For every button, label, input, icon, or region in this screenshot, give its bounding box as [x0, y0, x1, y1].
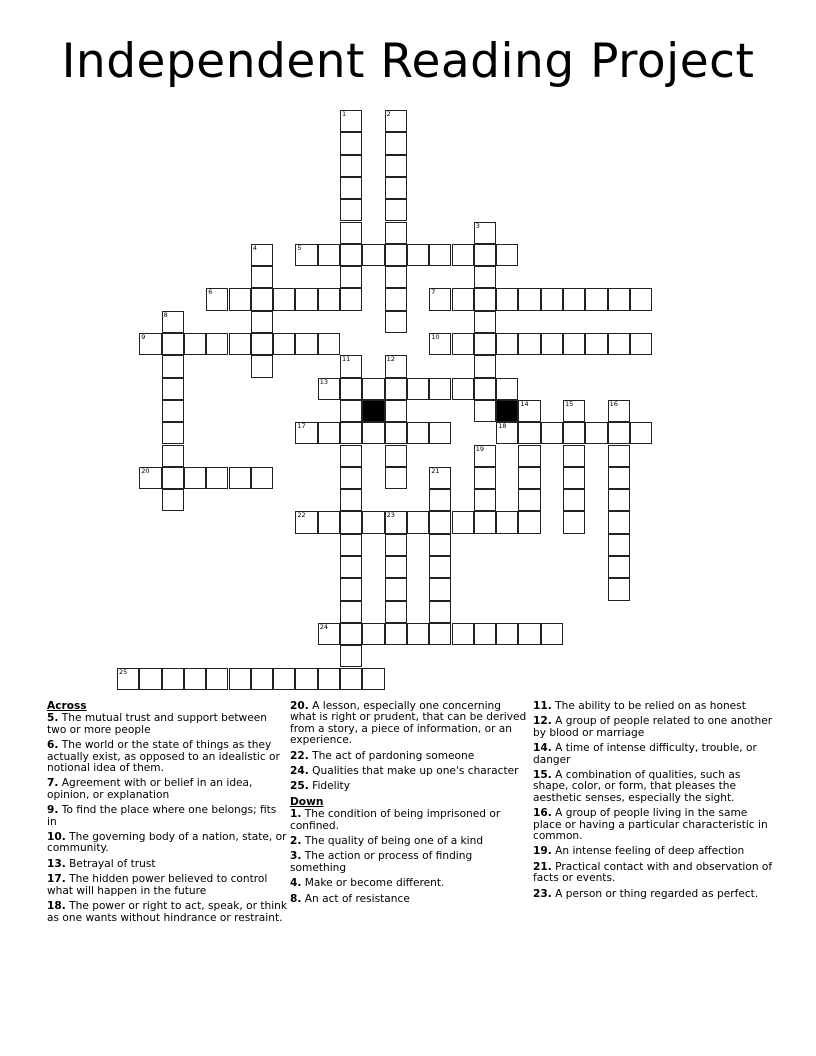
grid-cell[interactable] [608, 556, 630, 578]
grid-cell[interactable] [340, 422, 362, 444]
clue-text: A person or thing regarded as perfect. [555, 887, 759, 900]
grid-cell[interactable] [429, 489, 451, 511]
grid-cell[interactable] [362, 623, 384, 645]
grid-cell[interactable] [117, 668, 139, 690]
clue-down: 3. The action or process of finding something [290, 850, 473, 874]
grid-cell[interactable] [362, 422, 384, 444]
grid-cell[interactable] [318, 623, 340, 645]
grid-cell[interactable] [630, 288, 652, 310]
grid-cell[interactable] [385, 222, 407, 244]
page-title: Independent Reading Project [61, 34, 755, 89]
grid-cell[interactable] [474, 222, 496, 244]
cell-number: 17 [297, 422, 306, 431]
clue-across: 6. The world or the state of things as they actually exist, as opposed to an idealistic or notional idea of them. [47, 739, 280, 775]
grid-cell[interactable] [340, 400, 362, 422]
grid-cell[interactable] [162, 445, 184, 467]
grid-cell[interactable] [139, 333, 161, 355]
grid-cell[interactable] [608, 445, 630, 467]
grid-cell[interactable] [496, 333, 518, 355]
clue-number: 13 [47, 857, 62, 870]
grid-cell[interactable] [340, 445, 362, 467]
grid-cell[interactable] [518, 623, 540, 645]
cell-number: 21 [431, 466, 440, 475]
grid-cell[interactable] [318, 422, 340, 444]
clue-number: 10 [47, 831, 62, 844]
clue-text: The hidden power believed to control what will happen in the future [47, 873, 268, 897]
grid-cell[interactable] [585, 288, 607, 310]
grid-cell[interactable] [630, 422, 652, 444]
grid-cell[interactable] [429, 378, 451, 400]
clue-text: An intense feeling of deep affection [555, 845, 745, 858]
grid-cell[interactable] [385, 511, 407, 533]
clue-down: 11. The ability to be relied on as honest [533, 700, 746, 712]
clue-text: Qualities that make up one's character [312, 765, 519, 778]
clue-across: 7. Agreement with or belief in an idea, opinion, or explanation [47, 777, 253, 801]
grid-cell[interactable] [385, 378, 407, 400]
clue-across: 9. To find the place where one belongs; fits in [47, 804, 277, 828]
grid-cell[interactable] [407, 511, 429, 533]
grid-cell[interactable] [474, 266, 496, 288]
grid-cell[interactable] [385, 601, 407, 623]
grid-cell[interactable] [452, 333, 474, 355]
cell-number: 18 [498, 422, 507, 431]
grid-cell[interactable] [251, 288, 273, 310]
clue-number: 25 [290, 780, 305, 793]
grid-cell[interactable] [273, 668, 295, 690]
grid-cell[interactable] [295, 288, 317, 310]
clue-number: 14 [533, 742, 548, 755]
black-cell [496, 400, 518, 422]
clue-down: 21. Practical contact with and observation of facts or events. [533, 860, 773, 885]
clue-number: 21 [533, 860, 548, 873]
grid-cell[interactable] [295, 511, 317, 533]
clue-down: 4. Make or become different. [290, 877, 445, 890]
clue-text: The condition of being imprisoned or confined. [290, 808, 501, 832]
clues-column-3 [533, 701, 773, 904]
clue-text: The action or process of finding something [290, 850, 473, 874]
grid-cell[interactable] [474, 400, 496, 422]
clue-across: 5. The mutual trust and support between two or more people [47, 712, 267, 736]
clue-across: 22. The act of pardoning someone [290, 749, 475, 762]
cell-number: 16 [609, 399, 618, 408]
clue-number: 22 [290, 749, 305, 762]
grid-cell[interactable] [206, 333, 228, 355]
clue-number: 23 [533, 887, 548, 900]
grid-cell[interactable] [541, 422, 563, 444]
grid-cell[interactable] [362, 668, 384, 690]
clue-text: A group of people related to one another by blood or marriage [533, 715, 773, 739]
clue-down: 19. An intense feeling of deep affection [533, 845, 745, 858]
grid-cell[interactable] [162, 378, 184, 400]
grid-cell[interactable] [429, 511, 451, 533]
clue-across: 18. The power or right to act, speak, or think as one wants without hindrance or restraint. [47, 900, 287, 924]
grid-cell[interactable] [474, 489, 496, 511]
grid-cell[interactable] [340, 378, 362, 400]
grid-cell[interactable] [251, 311, 273, 333]
grid-cell[interactable] [563, 445, 585, 467]
grid-cell[interactable] [518, 445, 540, 467]
clue-number: 15 [533, 769, 548, 782]
cell-number: 24 [319, 622, 328, 631]
clue-text: The world or the state of things as they actually exist, as opposed to an idealistic or notional idea of them. [47, 739, 280, 775]
clue-text: To find the place where one belongs; fits in [47, 804, 277, 828]
clue-text: A time of intense difficulty, trouble, or danger [533, 742, 757, 766]
clue-down: 15. A combination of qualities, such as shape, color, or form, that pleases the aesthetic senses, especially the sight. [533, 769, 741, 804]
grid-cell[interactable] [496, 511, 518, 533]
grid-cell[interactable] [206, 467, 228, 489]
grid-cell[interactable] [429, 244, 451, 266]
cell-number: 12 [386, 355, 395, 364]
grid-cell[interactable] [385, 199, 407, 221]
grid-cell[interactable] [429, 333, 451, 355]
clue-text: The governing body of a nation, state, or community. [47, 831, 287, 855]
cell-number: 7 [431, 288, 436, 297]
grid-cell[interactable] [563, 400, 585, 422]
grid-cell[interactable] [608, 578, 630, 600]
clues-column-2 [290, 701, 530, 909]
cell-number: 8 [163, 310, 168, 319]
cell-number: 1 [342, 110, 347, 118]
grid-cell[interactable] [563, 333, 585, 355]
clue-across: 17. The hidden power believed to control what will happen in the future [47, 873, 268, 897]
grid-cell[interactable] [385, 266, 407, 288]
grid-cell[interactable] [518, 288, 540, 310]
clue-text: A group of people living in the same place or having a particular characteristic in common. [533, 807, 768, 843]
grid-cell[interactable] [340, 467, 362, 489]
grid-cell[interactable] [429, 534, 451, 556]
grid-cell[interactable] [273, 333, 295, 355]
grid-cell[interactable] [362, 511, 384, 533]
grid-cell[interactable] [518, 489, 540, 511]
grid-cell[interactable] [206, 288, 228, 310]
clue-text: A combination of qualities, such as shape, color, or form, that pleases the aesthetic senses, especially the sight. [533, 769, 741, 804]
grid-cell[interactable] [318, 511, 340, 533]
clue-number: 7 [47, 777, 55, 790]
grid-cell[interactable] [229, 467, 251, 489]
grid-cell[interactable] [295, 244, 317, 266]
clue-text: The quality of being one of a kind [304, 835, 484, 848]
grid-cell[interactable] [340, 623, 362, 645]
clue-text: Make or become different. [304, 877, 445, 890]
grid-cell[interactable] [340, 199, 362, 221]
clue-text: An act of resistance [304, 892, 410, 905]
grid-cell[interactable] [162, 333, 184, 355]
grid-cell[interactable] [295, 422, 317, 444]
clue-number: 4 [290, 877, 298, 890]
grid-cell[interactable] [251, 668, 273, 690]
grid-cell[interactable] [340, 155, 362, 177]
grid-cell[interactable] [630, 333, 652, 355]
cell-number: 5 [297, 243, 302, 252]
clue-text: The mutual trust and support between two or more people [47, 712, 267, 736]
grid-cell[interactable] [184, 668, 206, 690]
grid-cell[interactable] [340, 288, 362, 310]
cell-number: 9 [141, 333, 146, 341]
clue-number: 6 [47, 739, 55, 752]
grid-cell[interactable] [474, 378, 496, 400]
grid-cell[interactable] [385, 355, 407, 377]
grid-cell[interactable] [608, 534, 630, 556]
clue-number: 11 [533, 700, 548, 712]
cell-number: 3 [475, 221, 480, 230]
clue-text: The act of pardoning someone [312, 749, 475, 762]
grid-cell[interactable] [229, 333, 251, 355]
grid-cell[interactable] [318, 668, 340, 690]
clue-across: 25. Fidelity [290, 780, 350, 793]
grid-cell[interactable] [385, 288, 407, 310]
grid-cell[interactable] [251, 333, 273, 355]
grid-cell[interactable] [474, 311, 496, 333]
grid-cell[interactable] [385, 534, 407, 556]
grid-cell[interactable] [340, 132, 362, 154]
cell-number: 10 [431, 333, 440, 341]
grid-cell[interactable] [518, 400, 540, 422]
grid-cell[interactable] [518, 333, 540, 355]
clue-down: 1. The condition of being imprisoned or confined. [290, 808, 501, 832]
grid-cell[interactable] [318, 244, 340, 266]
grid-cell[interactable] [474, 355, 496, 377]
clue-across: 13. Betrayal of trust [47, 857, 156, 870]
cell-number: 4 [252, 243, 257, 252]
grid-cell[interactable] [452, 623, 474, 645]
grid-cell[interactable] [340, 556, 362, 578]
grid-cell[interactable] [340, 489, 362, 511]
grid-cell[interactable] [496, 378, 518, 400]
grid-cell[interactable] [340, 222, 362, 244]
grid-cell[interactable] [385, 177, 407, 199]
grid-cell[interactable] [295, 668, 317, 690]
grid-cell[interactable] [429, 422, 451, 444]
grid-cell[interactable] [518, 422, 540, 444]
grid-cell[interactable] [385, 244, 407, 266]
grid-cell[interactable] [385, 110, 407, 132]
clue-down: 16. A group of people living in the same place or having a particular characteristic in common. [533, 807, 768, 843]
grid-cell[interactable] [452, 511, 474, 533]
grid-cell[interactable] [385, 467, 407, 489]
grid-cell[interactable] [139, 668, 161, 690]
clue-number: 16 [533, 807, 548, 820]
grid-cell[interactable] [608, 333, 630, 355]
grid-cell[interactable] [407, 378, 429, 400]
grid-cell[interactable] [452, 378, 474, 400]
grid-cell[interactable] [340, 177, 362, 199]
grid-cell[interactable] [162, 467, 184, 489]
grid-cell[interactable] [496, 422, 518, 444]
clue-across: 20. A lesson, especially one concerning what is right or prudent, that can be derived from a story, a piece of information, or an experience. [290, 700, 527, 747]
grid-cell[interactable] [385, 623, 407, 645]
grid-cell[interactable] [229, 668, 251, 690]
grid-cell[interactable] [362, 378, 384, 400]
grid-cell[interactable] [229, 288, 251, 310]
grid-cell[interactable] [407, 623, 429, 645]
grid-cell[interactable] [162, 355, 184, 377]
grid-cell[interactable] [496, 623, 518, 645]
cell-number: 14 [520, 399, 529, 408]
grid-cell[interactable] [518, 511, 540, 533]
clue-number: 5 [47, 712, 55, 725]
grid-cell[interactable] [385, 400, 407, 422]
grid-cell[interactable] [385, 445, 407, 467]
grid-cell[interactable] [318, 333, 340, 355]
grid-cell[interactable] [474, 467, 496, 489]
grid-cell[interactable] [340, 244, 362, 266]
clue-text: The ability to be relied on as honest [555, 700, 746, 712]
grid-cell[interactable] [340, 511, 362, 533]
grid-cell[interactable] [585, 333, 607, 355]
cell-number: 20 [141, 466, 150, 475]
grid-cell[interactable] [340, 668, 362, 690]
grid-cell[interactable] [162, 311, 184, 333]
clue-down: 14. A time of intense difficulty, trouble, or danger [533, 742, 757, 766]
grid-cell[interactable] [429, 578, 451, 600]
cell-number: 2 [386, 110, 391, 118]
grid-cell[interactable] [429, 288, 451, 310]
grid-cell[interactable] [541, 623, 563, 645]
grid-cell[interactable] [318, 378, 340, 400]
clue-number: 24 [290, 765, 305, 778]
cell-number: 11 [342, 355, 351, 364]
grid-cell[interactable] [340, 645, 362, 667]
grid-cell[interactable] [162, 668, 184, 690]
grid-cell[interactable] [429, 556, 451, 578]
grid-cell[interactable] [608, 511, 630, 533]
grid-cell[interactable] [162, 422, 184, 444]
grid-cell[interactable] [608, 489, 630, 511]
clue-number: 1 [290, 808, 298, 821]
grid-cell[interactable] [474, 333, 496, 355]
grid-cell[interactable] [541, 288, 563, 310]
clue-across: 24. Qualities that make up one's character [290, 765, 519, 778]
grid-cell[interactable] [385, 578, 407, 600]
cell-number: 23 [386, 511, 395, 520]
grid-cell[interactable] [563, 288, 585, 310]
grid-cell[interactable] [541, 333, 563, 355]
black-cell [362, 400, 384, 422]
grid-cell[interactable] [385, 422, 407, 444]
grid-cell[interactable] [162, 400, 184, 422]
clue-down: 12. A group of people related to one another by blood or marriage [533, 715, 773, 739]
grid-cell[interactable] [162, 489, 184, 511]
grid-cell[interactable] [407, 244, 429, 266]
cell-number: 19 [475, 444, 485, 453]
grid-cell[interactable] [608, 467, 630, 489]
grid-cell[interactable] [385, 311, 407, 333]
clue-down: 23. A person or thing regarded as perfect. [533, 887, 759, 900]
grid-cell[interactable] [474, 511, 496, 533]
grid-cell[interactable] [340, 110, 362, 132]
grid-cell[interactable] [385, 556, 407, 578]
grid-cell[interactable] [474, 623, 496, 645]
grid-cell[interactable] [429, 467, 451, 489]
clue-number: 8 [290, 892, 298, 905]
clue-text: Betrayal of trust [69, 857, 156, 870]
cell-number: 15 [565, 399, 574, 408]
grid-cell[interactable] [452, 288, 474, 310]
grid-cell[interactable] [429, 601, 451, 623]
grid-cell[interactable] [295, 333, 317, 355]
grid-cell[interactable] [474, 244, 496, 266]
grid-cell[interactable] [429, 623, 451, 645]
grid-cell[interactable] [340, 266, 362, 288]
clue-text: Agreement with or belief in an idea, opinion, or explanation [47, 777, 253, 801]
grid-cell[interactable] [608, 400, 630, 422]
grid-cell[interactable] [585, 422, 607, 444]
clue-text: A lesson, especially one concerning what is right or prudent, that can be derived from a story, a piece of information, or an experience. [290, 700, 527, 747]
clue-number: 3 [290, 850, 298, 863]
grid-cell[interactable] [608, 422, 630, 444]
grid-cell[interactable] [184, 333, 206, 355]
grid-cell[interactable] [407, 422, 429, 444]
down-heading: Down [290, 795, 324, 808]
grid-cell[interactable] [563, 422, 585, 444]
clue-down: 8. An act of resistance [290, 892, 410, 905]
grid-cell[interactable] [385, 155, 407, 177]
clues-column-1 [47, 701, 287, 928]
grid-cell[interactable] [563, 467, 585, 489]
cell-number: 25 [119, 667, 128, 676]
across-heading: Across [47, 700, 87, 712]
clue-number: 20 [290, 700, 305, 712]
grid-cell[interactable] [518, 467, 540, 489]
grid-cell[interactable] [340, 578, 362, 600]
clue-number: 18 [47, 900, 62, 913]
cell-number: 6 [208, 288, 213, 297]
grid-cell[interactable] [340, 355, 362, 377]
grid-cell[interactable] [452, 244, 474, 266]
grid-cell[interactable] [563, 511, 585, 533]
grid-cell[interactable] [251, 467, 273, 489]
clue-down: 2. The quality of being one of a kind [290, 835, 484, 848]
grid-cell[interactable] [251, 355, 273, 377]
grid-cell[interactable] [139, 467, 161, 489]
grid-cell[interactable] [340, 601, 362, 623]
cell-number: 13 [319, 377, 328, 386]
grid-cell[interactable] [206, 668, 228, 690]
cell-number: 22 [297, 511, 306, 520]
grid-cell[interactable] [474, 288, 496, 310]
grid-cell[interactable] [385, 132, 407, 154]
grid-cell[interactable] [318, 288, 340, 310]
grid-cell[interactable] [362, 244, 384, 266]
clue-number: 17 [47, 873, 62, 886]
clue-number: 19 [533, 845, 548, 858]
clue-number: 2 [290, 835, 298, 848]
grid-cell[interactable] [251, 244, 273, 266]
grid-cell[interactable] [340, 534, 362, 556]
clue-number: 9 [47, 804, 55, 817]
grid-cell[interactable] [474, 445, 496, 467]
grid-cell[interactable] [184, 467, 206, 489]
grid-cell[interactable] [496, 244, 518, 266]
clue-text: Practical contact with and observation of facts or events. [533, 860, 773, 885]
grid-cell[interactable] [608, 288, 630, 310]
clue-number: 12 [533, 715, 548, 728]
clue-text: Fidelity [312, 780, 350, 793]
grid-cell[interactable] [496, 288, 518, 310]
grid-cell[interactable] [563, 489, 585, 511]
grid-cell[interactable] [273, 288, 295, 310]
grid-cell[interactable] [251, 266, 273, 288]
clue-text: The power or right to act, speak, or think as one wants without hindrance or restraint. [47, 900, 287, 924]
clue-across: 10. The governing body of a nation, state, or community. [47, 831, 287, 855]
